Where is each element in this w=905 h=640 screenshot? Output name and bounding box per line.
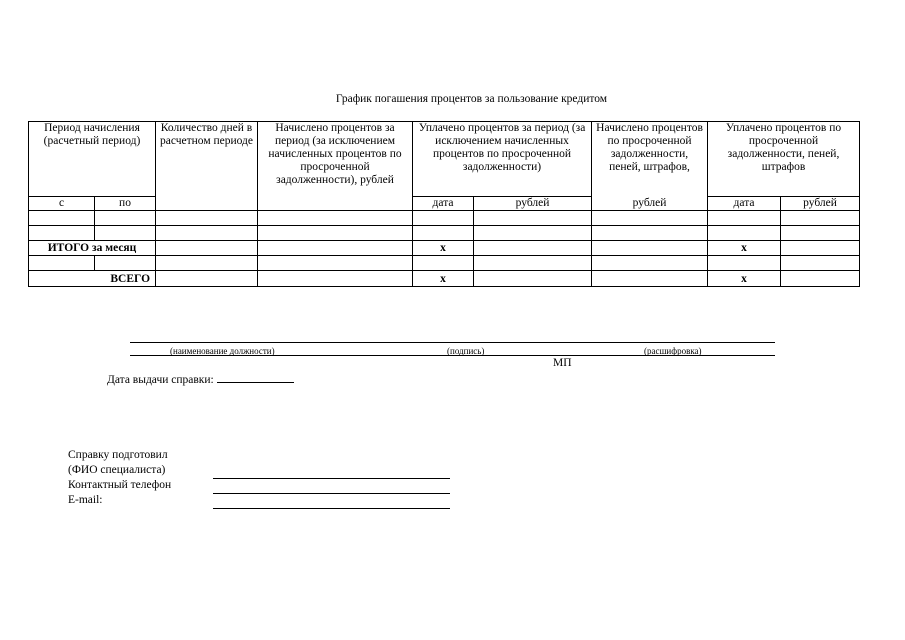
x-mark: x: [413, 241, 474, 256]
position-caption: (наименование должности): [170, 346, 275, 356]
issue-date-label: Дата выдачи справки:: [107, 374, 214, 386]
signature-line-top: [130, 342, 775, 343]
grand-total-row: [29, 271, 860, 287]
table-subheader-row: [29, 197, 860, 211]
header-paid: Уплачено процентов за период (за исключением начисленных процентов по просроченной задолженности): [413, 122, 592, 197]
header-days: Количество дней в расчетном периоде: [156, 122, 258, 211]
month-total-label: ИТОГО за месяц: [29, 241, 156, 256]
specialist-name-label: (ФИО специалиста): [68, 464, 166, 476]
contact-phone-label: Контактный телефон: [68, 479, 172, 491]
email-label: E-mail:: [68, 494, 103, 506]
issue-date-blank: [217, 372, 294, 383]
header-accrued: Начислено процентов за период (за исключением начисленных процентов по просроченной задолженности), рублей: [258, 122, 413, 211]
decoding-caption: (расшифровка): [644, 346, 702, 356]
subheader-accrued-overdue-rub: рублей: [592, 197, 708, 211]
table-row: [29, 226, 860, 241]
x-mark: x: [413, 271, 474, 287]
table-row: [29, 256, 860, 271]
subheader-paid-rub: рублей: [474, 197, 592, 211]
email-line: [213, 508, 450, 509]
subheader-paid-overdue-date: дата: [708, 197, 781, 211]
x-mark: x: [708, 241, 781, 256]
subheader-from: с: [29, 197, 95, 211]
contact-phone-line: [213, 493, 450, 494]
header-accrued-overdue: Начислено процентов по просроченной задолженности, пеней, штрафов,: [592, 122, 708, 197]
table-header-row: [29, 122, 860, 197]
header-paid-overdue: Уплачено процентов по просроченной задолженности, пеней, штрафов: [708, 122, 860, 197]
stamp-mark: МП: [553, 357, 572, 369]
signature-caption: (подпись): [447, 346, 485, 356]
subheader-paid-overdue-rub: рублей: [781, 197, 860, 211]
subheader-to: по: [95, 197, 156, 211]
table-row: [29, 211, 860, 226]
grand-total-label: ВСЕГО: [29, 271, 156, 287]
specialist-name-line: [213, 478, 450, 479]
signature-line-bottom: [130, 355, 775, 356]
header-period: Период начисления (расчетный период): [29, 122, 156, 197]
interest-schedule-table: [28, 121, 860, 287]
x-mark: x: [708, 271, 781, 287]
prepared-by-label: Справку подготовил: [68, 449, 168, 461]
document-title: График погашения процентов за пользование кредитом: [335, 93, 608, 105]
subheader-paid-date: дата: [413, 197, 474, 211]
month-total-row: [29, 241, 860, 256]
issue-date-row: [107, 372, 294, 386]
